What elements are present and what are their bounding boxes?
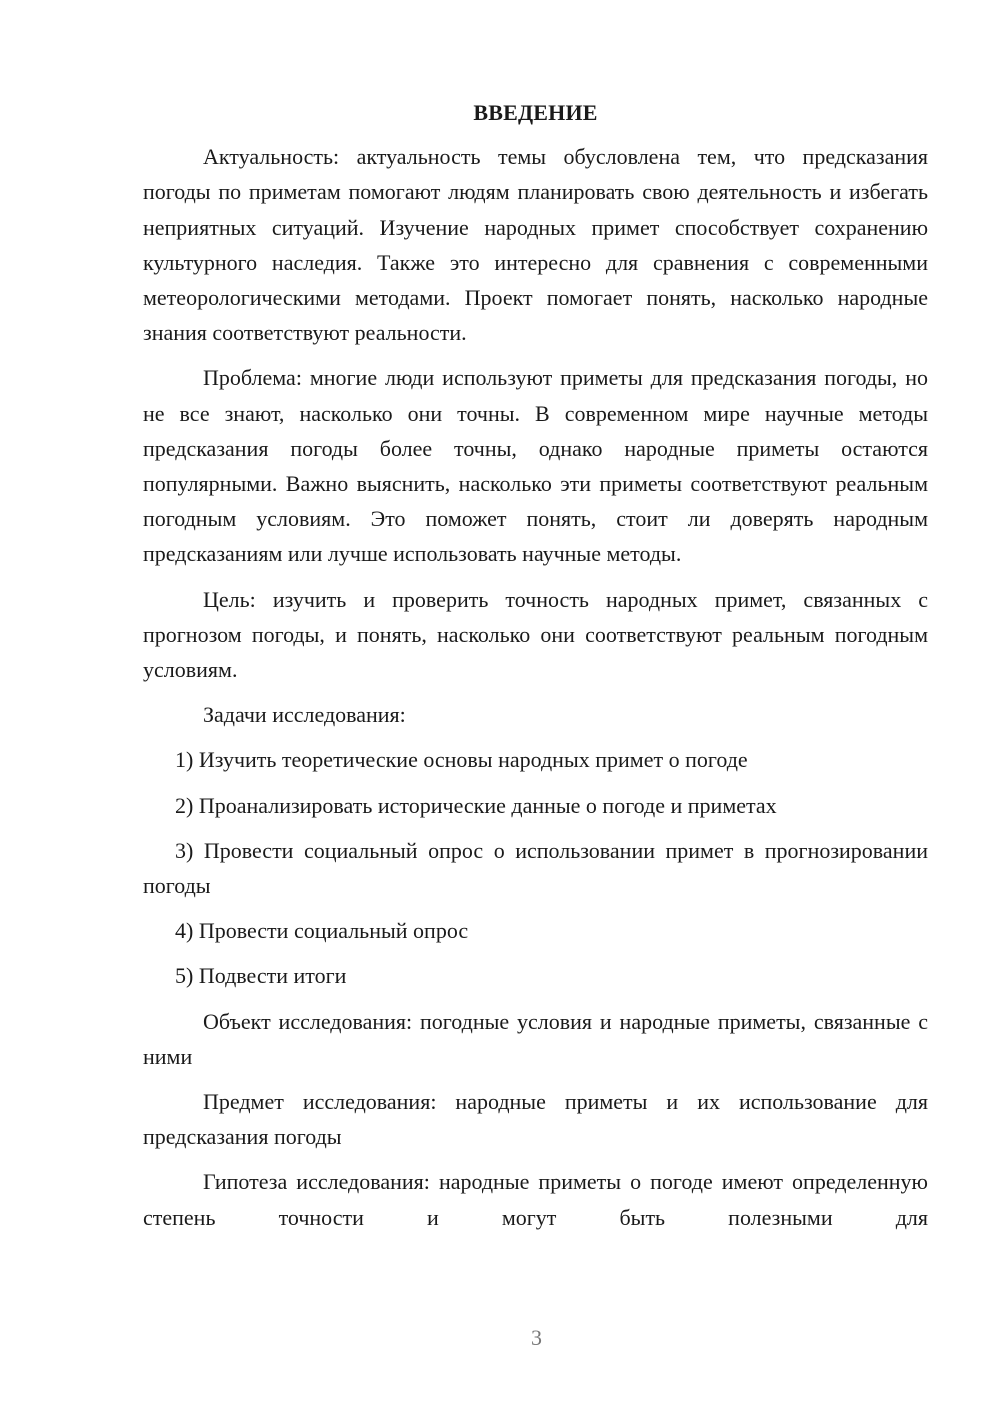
task-item-1: 1) Изучить теоретические основы народных примет о погоде	[175, 747, 748, 773]
problem-paragraph: Проблема: многие люди используют приметы для предсказания погоды, но не все знают, насколько они точны. В современном мире научные методы предсказания погоды более точны, однако народные приметы остаются популярными. Важно выяснить, насколько эти приметы соответствуют реальным погодным условиям. Это поможет понять, стоит ли доверять народным предсказаниям или лучше использовать научные методы.	[143, 365, 928, 567]
tasks-title: Задачи исследования:	[203, 702, 406, 728]
subject-paragraph: Предмет исследования: народные приметы и их использование для предсказания погоды	[143, 1089, 928, 1150]
task-item-3: 3) Провести социальный опрос о использовании примет в прогнозировании погоды	[143, 837, 928, 899]
task-item-4: 4) Провести социальный опрос	[175, 918, 469, 944]
page-number: 3	[531, 1325, 542, 1350]
goal-paragraph: Цель: изучить и проверить точность народных примет, связанных с прогнозом погоды, и понять, насколько они соответствуют реальным погодным условиям.	[143, 586, 928, 683]
relevance-paragraph: Актуальность: актуальность темы обусловлена тем, что предсказания погоды по приметам помогают людям планировать свою деятельность и избегать неприятных ситуаций. Изучение народных примет способствует сохранению культурного наследия. Также это интересно для сравнения с современными метеорологическими методами. Проект помогает понять, насколько народные знания соответствуют реальности.	[143, 144, 928, 346]
object-paragraph: Объект исследования: погодные условия и народные приметы, связанные с ними	[143, 1008, 928, 1069]
task-item-2: 2) Проанализировать исторические данные о погоде и приметах	[175, 792, 777, 818]
hypothesis-paragraph: Гипотеза исследования: народные приметы о погоде имеют определенную степень точности и могут быть полезными для	[143, 1169, 928, 1230]
task-item-5: 5) Подвести итоги	[175, 963, 347, 989]
section-heading: ВВЕДЕНИЕ	[473, 100, 598, 125]
document-page	[143, 95, 928, 1235]
